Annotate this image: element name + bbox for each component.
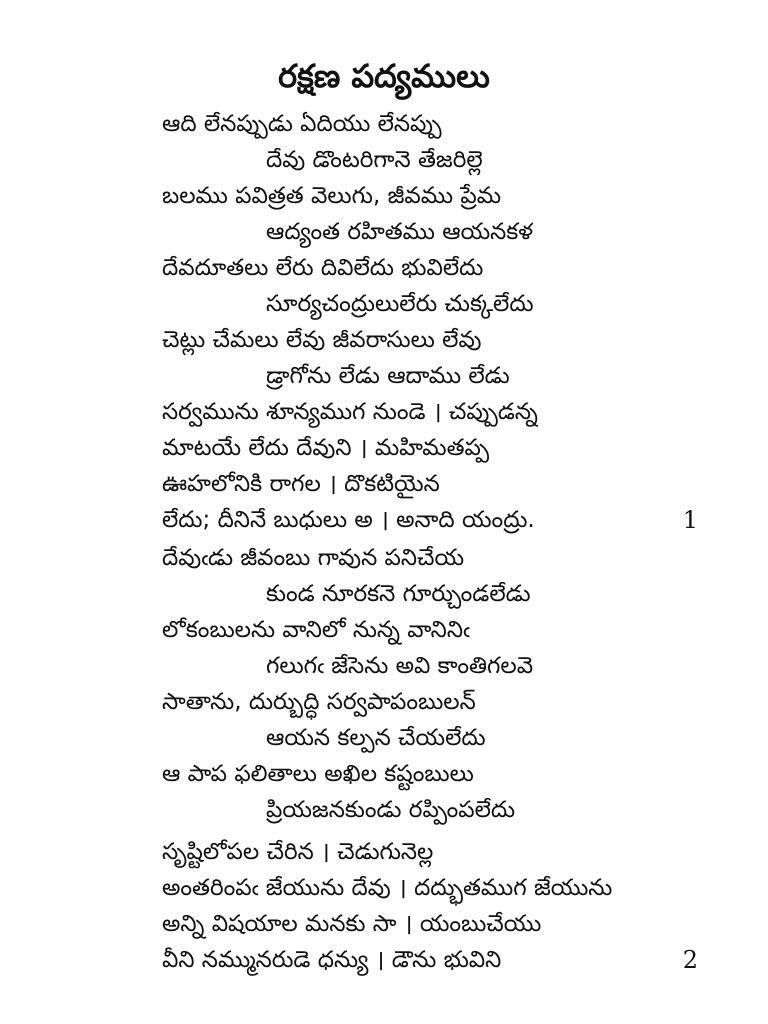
- verse-line: ఆది లేనప్పుడు ఏదియు లేనప్పు: [162, 111, 442, 137]
- verse-line: లేదు; దీనినే బుధులు అ । అనాది యంద్రు.: [162, 507, 535, 533]
- verse-number: 1: [682, 506, 698, 534]
- verse-line: లోకంబులను వానిలో నున్న వానినిఁ: [162, 617, 470, 643]
- verse-line: అంతరింపఁ జేయును దేవు । దద్భుతముగ జేయును: [162, 875, 613, 901]
- verse-line: ఆ పాప ఫలితాలు అఖిల కష్టంబులు: [162, 761, 474, 787]
- verse-line: దేవుఁడు జీవంబు గావున పనిచేయ: [162, 545, 465, 571]
- verse-line: సృష్టిలోపల చేరిన । చెడుగునెల్ల: [162, 839, 434, 865]
- verse-line: దేవదూతలు లేరు దివిలేదు భువిలేదు: [162, 255, 484, 281]
- verse-line: సాతాను, దుర్బుద్ధి సర్వపాపంబులన్: [162, 689, 476, 715]
- verse-number: 2: [682, 946, 698, 974]
- verse-line: ఊహలోనికి రాగల । దొకటియైన: [162, 471, 440, 497]
- verse-line: వీని నమ్మునరుడె ధన్యు । డౌను భువిని: [162, 947, 502, 973]
- verse-line: మాటయే లేదు దేవుని । మహిమతప్ప: [162, 435, 490, 461]
- verse-line: చెట్లు చేమలు లేవు జీవరాసులు లేవు: [162, 327, 482, 353]
- verse-line: బలము పవిత్రత వెలుగు, జీవము ప్రేమ: [162, 183, 502, 209]
- page-title: రక్షణ పద్యములు: [278, 57, 490, 95]
- verse-line: ప్రియజనకుండు రప్పింపలేదు: [266, 797, 516, 823]
- verse-line: సూర్యచంద్రులులేరు చుక్కలేదు: [266, 291, 534, 317]
- verse-line: కుండ నూరకనె గూర్చుండలేడు: [266, 581, 531, 607]
- verse-line: దేవు డొంటరిగానె తేజరిల్లె: [266, 147, 483, 173]
- verse-line: అన్ని విషయాల మనకు సా । యంబుచేయు: [162, 911, 542, 937]
- verse-line: ఆయన కల్పన చేయలేదు: [266, 725, 486, 751]
- verse-line: ఆద్యంత రహితము ఆయనకళ: [266, 219, 534, 245]
- verse-line: డ్రాగోను లేడు ఆదాము లేడు: [266, 363, 510, 389]
- verse-line: సర్వమును శూన్యముగ నుండె । చప్పుడన్న: [162, 399, 538, 425]
- verse-line: గలుగఁ జేసెను అవి కాంతిగలవె: [266, 653, 534, 679]
